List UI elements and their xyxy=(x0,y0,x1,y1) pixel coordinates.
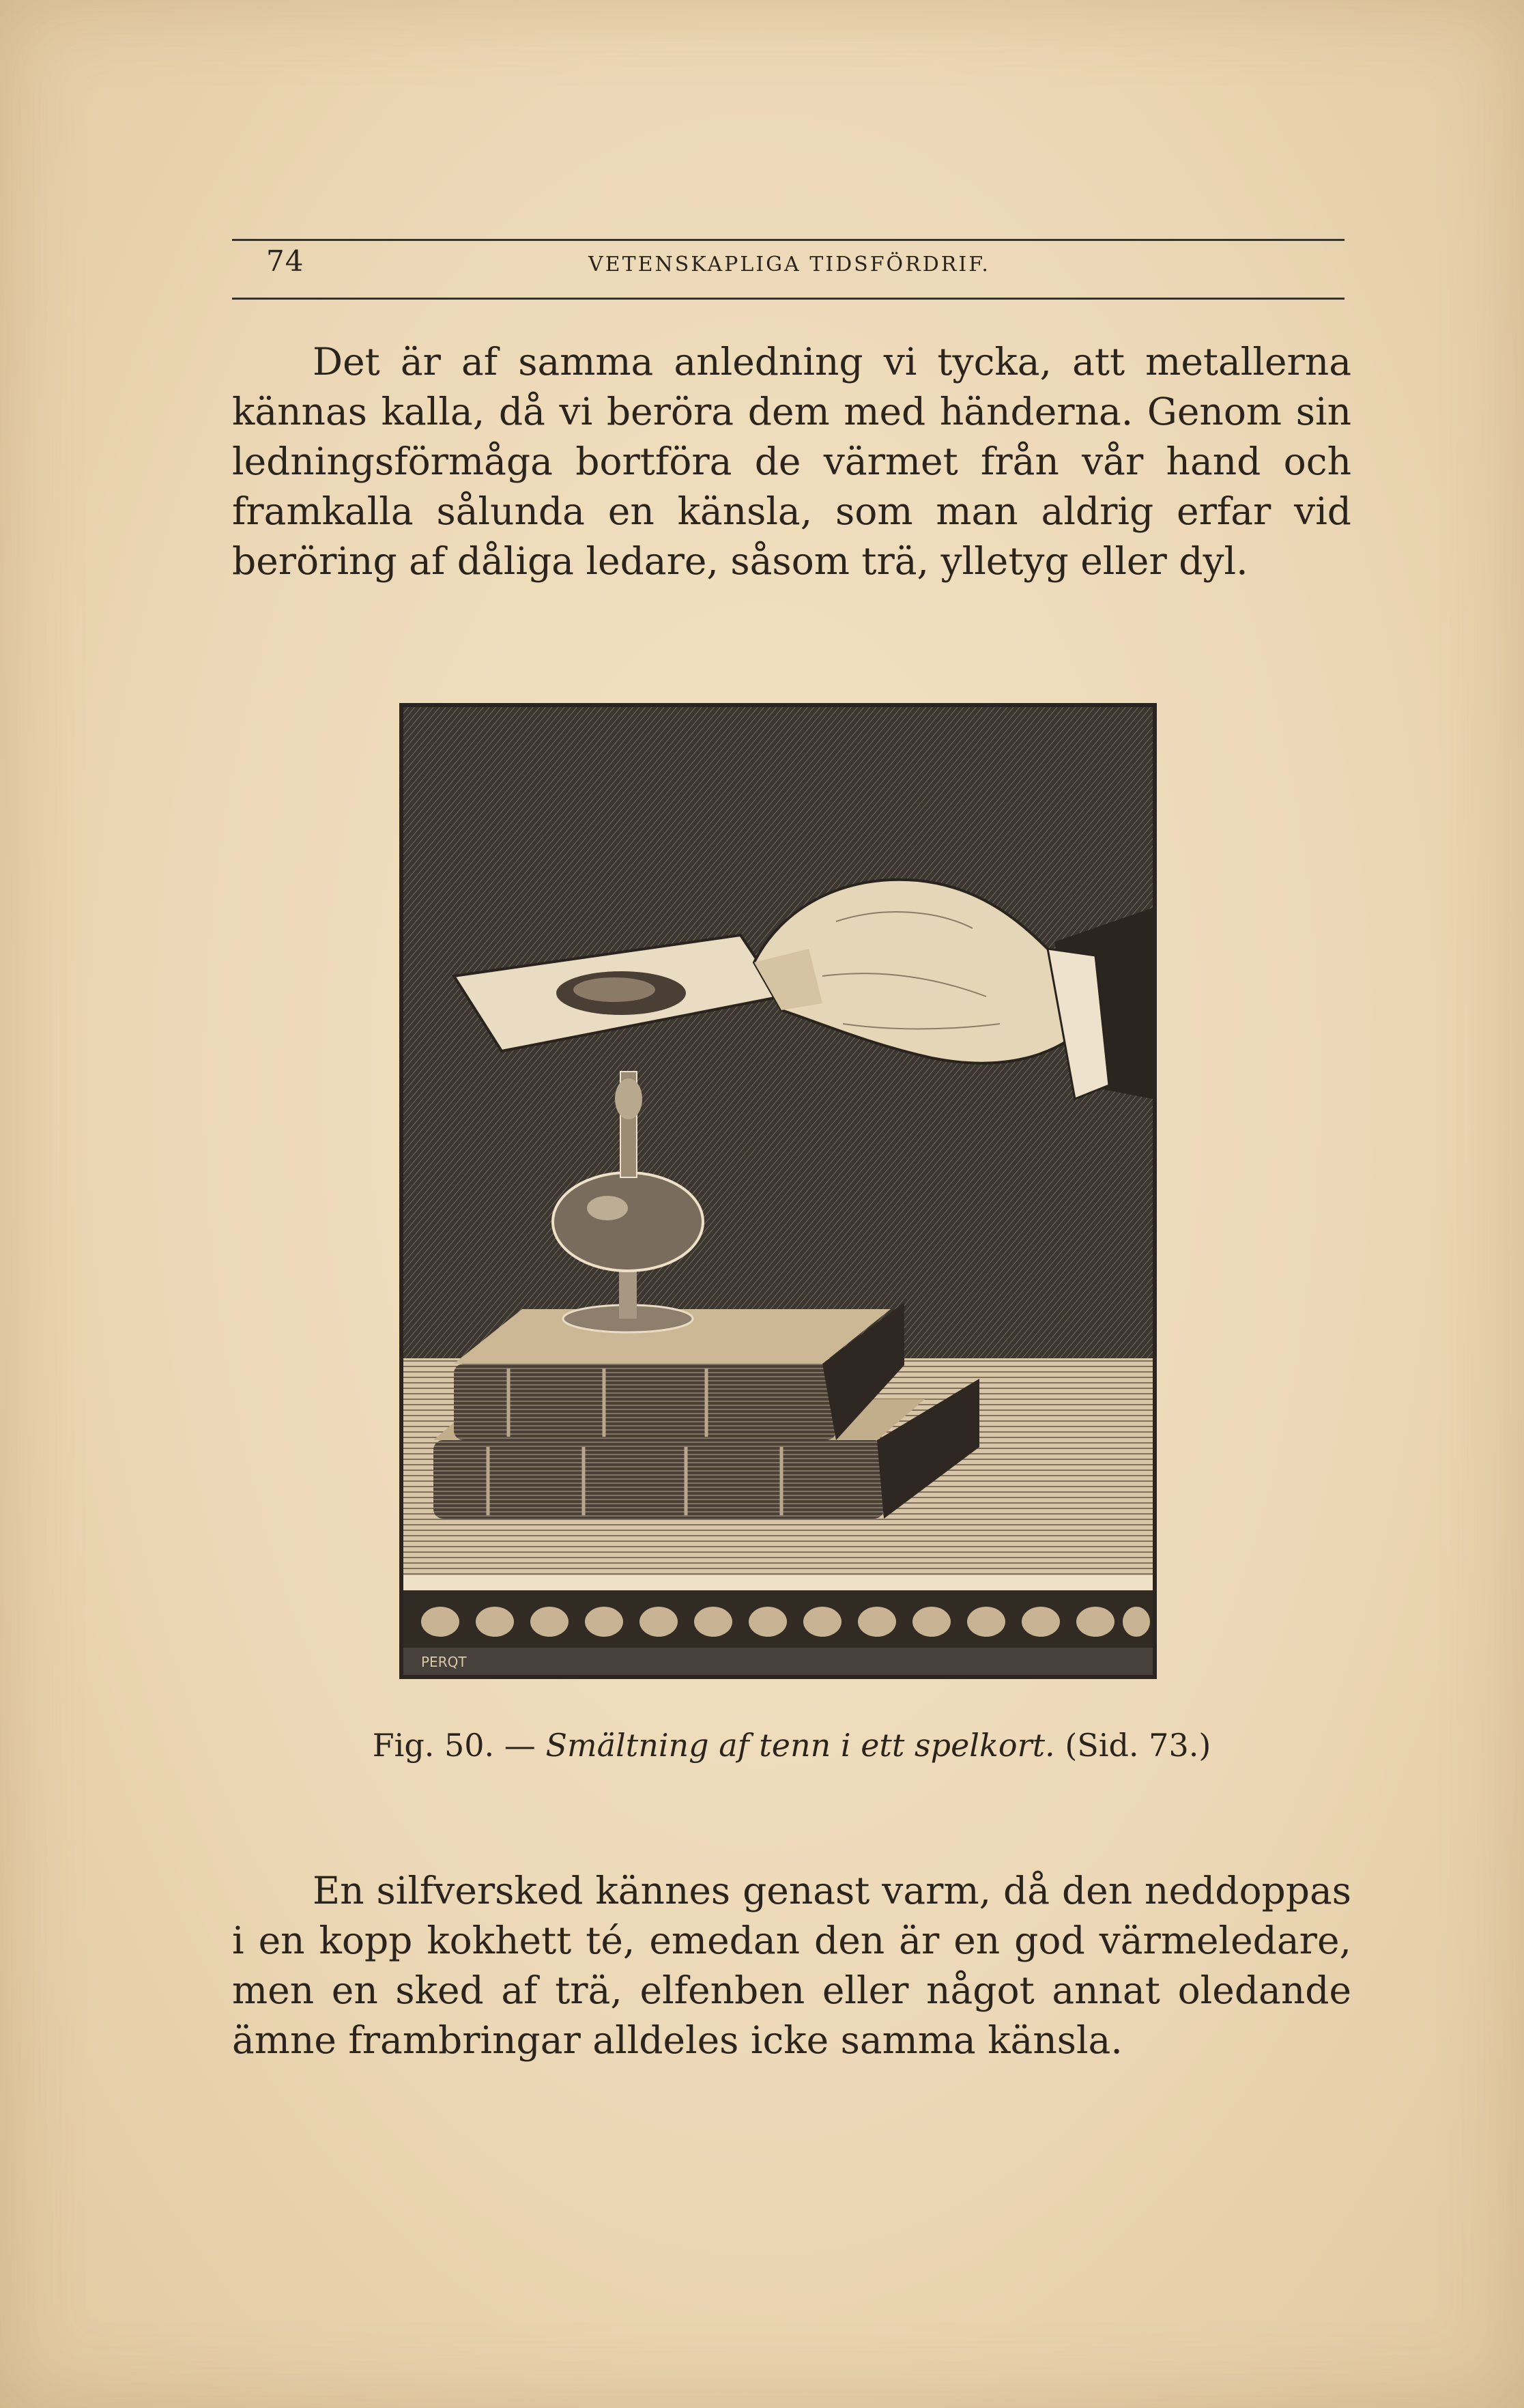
carved-molding xyxy=(403,1590,1153,1675)
engraving-illustration xyxy=(399,703,1157,1679)
header-rule-bottom xyxy=(232,298,1345,300)
caption-figure-number: Fig. 50. — xyxy=(372,1727,536,1764)
paragraph-metals-feel-cold: Det är af samma anledning vi tycka, att metallerna kännas kalla, då vi beröra dem med händerna. Genom sin ledningsförmåga bortföra de värmet från vår hand och framkalla sålunda en känsla, som man aldrig erfar vid beröring af dåliga ledare, såsom trä, ylletyg eller dyl. xyxy=(232,340,1351,583)
figure-caption xyxy=(232,1727,1351,1764)
header-rule-top xyxy=(232,239,1345,241)
page-number: 74 xyxy=(266,244,304,278)
running-title: VETENSKAPLIGA TIDSFÖRDRIF. xyxy=(588,253,990,276)
caption-page-reference: (Sid. 73.) xyxy=(1065,1727,1211,1764)
stacked-books xyxy=(433,1302,979,1519)
engraver-signature: PERQT xyxy=(421,1654,467,1670)
paragraph-silver-spoon: En silfversked kännes genast varm, då den neddoppas i en kopp kokhett té, emedan den är en god värmeledare, men en sked af trä, elfenben eller något annat oledande ämne frambringar alldeles icke samma känsla. xyxy=(232,1869,1351,2062)
engraving-figure xyxy=(399,703,1157,1679)
caption-title: Smältning af tenn i ett spelkort. xyxy=(545,1727,1055,1764)
